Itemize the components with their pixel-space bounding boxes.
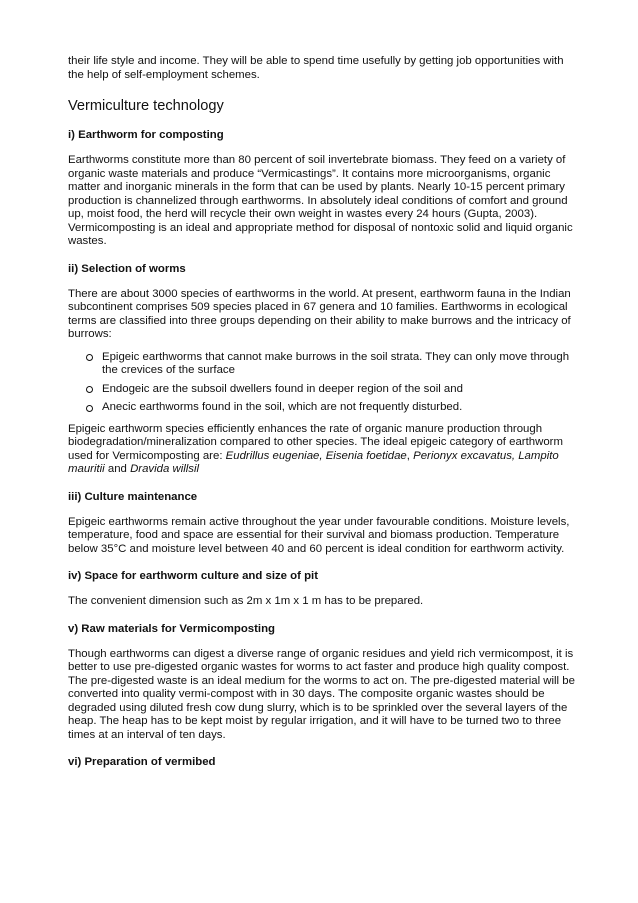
hollow-circle-bullet-icon [86,405,93,412]
subsection-title: iii) Culture maintenance [68,490,198,503]
section-raw-materials [68,622,578,743]
list-item [86,383,578,397]
document-page [68,55,578,781]
species-name: Dravida willsil [130,463,200,475]
paragraph: There are about 3000 species of earthworms in the world. At present, earthworm fauna in the Indian subcontinent comprises 509 species placed in 67 genera and 10 families. Earthworms in ecological terms are classified into three groups depending on their ability to make burrows and the intricacy of burrows: [68,287,571,340]
section-space-for-culture [68,569,578,609]
paragraph-text: Epigeic earthworm species efficiently enhances the rate of organic manure production through biodegradation/mineralization compared to other species. The ideal epigeic category of earthworm used for Vermicomposting are: [68,422,563,462]
section-culture-maintenance [68,490,578,557]
hollow-circle-bullet-icon [86,386,93,393]
hollow-circle-bullet-icon [86,354,93,361]
list-item [86,401,578,415]
subsection-title: vi) Preparation of vermibed [68,756,216,768]
section-heading: Vermiculture technology [68,98,224,114]
paragraph: Epigeic earthworms remain active throughout the year under favourable conditions. Moisture levels, temperature, food and space are essential for their survival and biomass production. Temperature below 35°C and moisture level between 40 and 60 percent is ideal condition for earthworm activity. [68,515,570,555]
bullet-list [68,351,578,415]
paragraph: Earthworms constitute more than 80 percent of soil invertebrate biomass. They feed on a variety of organic waste materials and produce “Vermicastings”. It contains more microorganisms, organic matter and inorganic minerals in the form that can be used by plants. Nearly 10-15 percent primary production is channelized through earthworms. In absolutely ideal conditions of comfort and ground up, moist food, the herd will recycle their own weight in wastes every 24 hours (Gupta, 2003). Vermicomposting is an ideal and appropriate method for disposal of nontoxic solid and liquid organic wastes. [68,154,573,247]
list-item-text: Epigeic earthworms that cannot make burrows in the soil strata. They can only move through the crevices of the surface [102,350,570,376]
list-item [86,351,578,378]
species-name: Eudrillus eugeniae, Eisenia foetidae [225,449,407,462]
paragraph: Though earthworms can digest a diverse range of organic residues and yield rich vermicompost, it is better to use pre-digested organic wastes for worms to act faster and produce high quality compost. The pre-digested waste is an ideal medium for the worms to act on. The pre-digested material will be converted into quality vermi-compost with in 30 days. The composite organic wastes should be degraded using diluted fresh cow dung slurry, which is to be sprinkled over the several layers of the heap. The heap has to be kept moist by regular irrigation, and it will have to be turned two to three times at an interval of ten days. [68,647,575,741]
separator-text: , [406,449,414,462]
species-name: Perionyx excavatus, Lampito mauritii [68,449,559,475]
section-vermibed-preparation [68,755,578,769]
paragraph [68,423,578,477]
section-selection-of-worms [68,262,578,477]
subsection-title: ii) Selection of worms [68,262,186,275]
list-item-text: Anecic earthworms found in the soil, which are not frequently disturbed. [102,401,463,413]
subsection-title: iv) Space for earthworm culture and size of pit [68,570,319,582]
section-earthworm-composting [68,128,578,249]
paragraph: The convenient dimension such as 2m x 1m x 1 m has to be prepared. [68,595,424,607]
intro-paragraph: their life style and income. They will be able to spend time usefully by getting job opportunities with the help of self-employment schemes. [68,55,564,81]
subsection-title: i) Earthworm for composting [68,129,224,141]
subsection-title: v) Raw materials for Vermicomposting [68,622,275,635]
conjunction-text: and [104,463,131,475]
list-item-text: Endogeic are the subsoil dwellers found in deeper region of the soil and [102,382,463,395]
